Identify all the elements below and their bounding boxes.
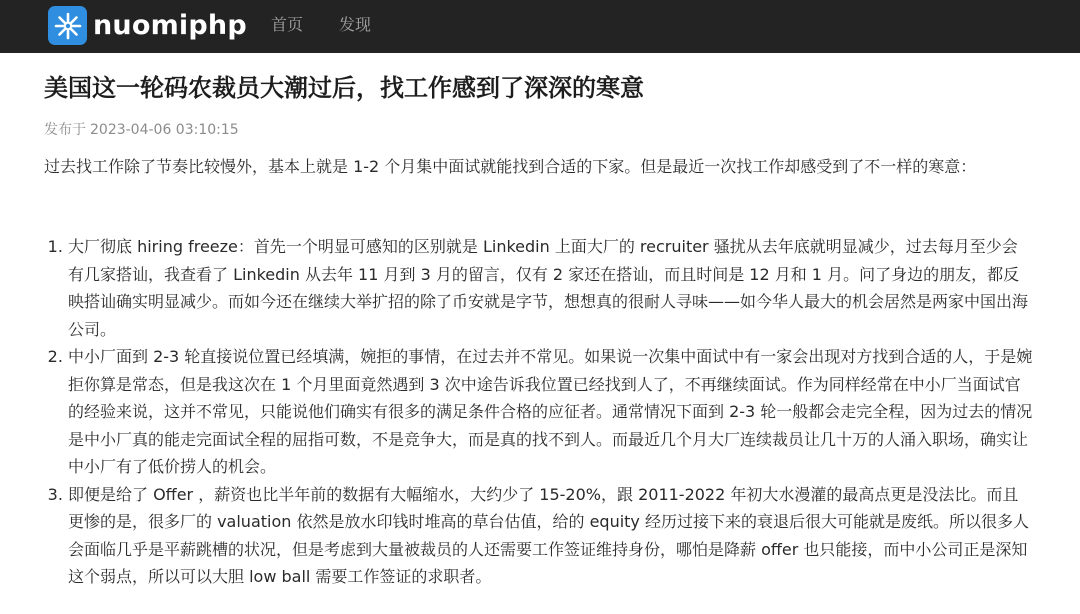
- list-item: 3. 即便是给了 Offer ，薪资也比半年前的数据有大幅缩水，大约少了 15-20%，跟 2011-2022 年初大水漫灌的最高点更是没法比。而且更惨的是，很多厂的 valuation 依然是放水印钱时堆高的草台估值，给的 equity 经历过接下来的衰退后很大可能就是废纸。所以很多人会面临几乎是平薪跳槽的状况，但是考虑到大量被裁员的人还需要工作签证维持身份，哪怕是降薪 offer 也只能接，而中小公司正是深知这个弱点，所以可以大胆 low ball 需要工作签证的求职者。: [68, 481, 1033, 591]
- top-navigation-bar: [0, 0, 1080, 53]
- article-meta: [44, 121, 243, 139]
- nav-discover-link[interactable]: 发现: [339, 15, 372, 34]
- article-title: 美国这一轮码农裁员大潮过后，找工作感到了深深的寒意: [44, 74, 644, 102]
- nav-home-link[interactable]: 首页: [271, 15, 304, 34]
- article-points-list: [44, 233, 1033, 591]
- site-logo-link[interactable]: [48, 6, 247, 45]
- snowflake-glyph: [53, 11, 83, 41]
- published-label: 发布于: [44, 122, 86, 138]
- snowflake-logo-icon: [48, 6, 87, 45]
- list-item: 2. 中小厂面到 2-3 轮直接说位置已经填满，婉拒的事情，在过去并不常见。如果说一次集中面试中有一家会出现对方找到合适的人，于是婉拒你算是常态，但是我这次在 1 个月里面竟然遇到 3 次中途告诉我位置已经找到人了，不再继续面试。作为同样经常在中小厂当面试官的经验来说，这并不常见，只能说他们确实有很多的满足条件合格的应征者。通常情况下面到 2-3 轮一般都会走完全程，因为过去的情况是中小厂真的能走完面试全程的屈指可数，不是竞争大，而是真的找不到人。而最近几个月大厂连续裁员让几十万的人涌入职场，确实让中小厂有了低价捞人的机会。: [68, 343, 1033, 481]
- article-intro: 过去找工作除了节奏比较慢外，基本上就是 1-2 个月集中面试就能找到合适的下家。但是最近一次找工作却感受到了不一样的寒意：: [44, 157, 977, 176]
- list-item: 1. 大厂彻底 hiring freeze：首先一个明显可感知的区别就是 Linkedin 上面大厂的 recruiter 骚扰从去年底就明显减少，过去每月至少会有几家搭讪，我查看了 Linkedin 从去年 11 月到 3 月的留言，仅有 2 家还在搭讪，而且时间是 12 月和 1 月。问了身边的朋友，都反映搭讪确实明显减少。而如今还在继续大举扩招的除了币安就是字节，想想真的很耐人寻味——如今华人最大的机会居然是两家中国出海公司。: [68, 233, 1033, 343]
- logo-text: nuomiphp: [93, 10, 247, 41]
- published-time: 2023-04-06 03:10:15: [90, 122, 239, 138]
